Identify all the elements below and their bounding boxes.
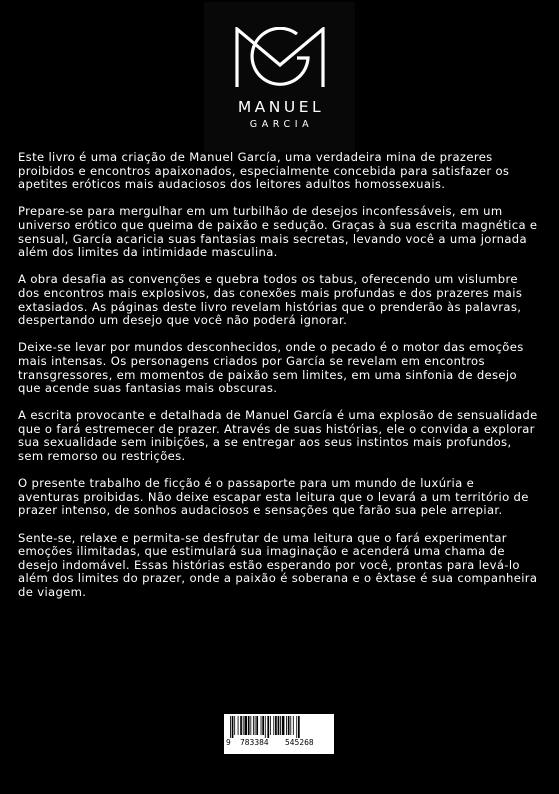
barcode-bar bbox=[232, 716, 234, 738]
barcode-bar bbox=[275, 716, 277, 735]
barcode-bar bbox=[270, 716, 271, 735]
barcode-bar bbox=[240, 716, 242, 735]
barcode-bar bbox=[290, 716, 291, 735]
barcode-left-group: 783384 bbox=[240, 738, 269, 747]
barcode-bar bbox=[255, 716, 256, 735]
blurb-paragraph: Este livro é uma criação de Manuel García, uma verdadeira mina de prazeres proibidos e encontros apaixonados, especialmente concebida para satisfazer os apetites eróticos mais audaciosos dos leitores adultos homossexuais. bbox=[18, 150, 510, 192]
blurb-paragraph: A obra desafia as convenções e quebra todos os tabus, oferecendo um vislumbre dos encontros mais explosivos, das conexões mais profundas e dos prazeres mais extasiados. As páginas deste livro revelam histórias que o prenderão às palavras, despertando um desejo que você não poderá ignorar. bbox=[18, 272, 523, 328]
blurb-paragraph: Deixe-se levar por mundos desconhecidos, onde o pecado é o motor das emoções mais intensas. Os personagens criados por García se revelam em encontros transgressores, em momentos de paixão sem limites, em uma sinfonia de desejo que acende suas fantasias mais obscuras. bbox=[18, 340, 524, 396]
barcode-bar bbox=[238, 716, 239, 735]
barcode-bar bbox=[286, 716, 287, 735]
logo-name: MANUEL bbox=[237, 98, 325, 116]
barcode-bar bbox=[262, 716, 264, 735]
barcode-bar bbox=[234, 716, 235, 735]
barcode-bar bbox=[253, 716, 254, 735]
barcode-bar bbox=[273, 716, 274, 735]
barcode-bar bbox=[282, 716, 285, 735]
blurb-paragraph: A escrita provocante e detalhada de Manuel García é uma explosão de sensualidade que o fará estremecer de prazer. Através de suas histórias, ele o convida a explorar sua sexualidade sem inibições, a se entregar aos seus instintos mais profundos, sem remorso ou restrições. bbox=[18, 408, 538, 464]
barcode-bar bbox=[293, 716, 294, 735]
barcode-bar bbox=[298, 716, 300, 738]
barcode-bar bbox=[244, 716, 247, 735]
barcode-bar bbox=[256, 716, 258, 735]
blurb-paragraph: O presente trabalho de ficção é o passaporte para um mundo de luxúria e aventuras proibidas. Não deixe escapar esta leitura que o levará a um território de prazer intenso, de sonhos audaciosos e sensações que farão sua pele arrepiar. bbox=[18, 476, 529, 518]
barcode-bars bbox=[230, 716, 328, 738]
blurb-paragraph: Sente-se, relaxe e permita-se desfrutar de uma leitura que o fará experimentar emoções ilimitadas, que estimulará sua imaginação e acenderá uma chama de desejo indomável. Essas histórias estão esperando por você, prontas para levá-lo além dos limites do prazer, onde a paixão é soberana e o êxtase é sua companheira de viagem. bbox=[18, 530, 538, 599]
blurb-paragraph: Prepare-se para mergulhar em um turbilhão de desejos inconfessáveis, em um universo erótico que queima de paixão e sedução. Graças à sua escrita magnética e sensual, García acaricia suas fantasias mais secretas, levando você a uma jornada além dos limites da intimidade masculina. bbox=[18, 204, 538, 260]
logo-subtitle: GARCIA bbox=[249, 119, 314, 130]
barcode-bar bbox=[261, 716, 262, 735]
barcode-bar bbox=[267, 716, 269, 738]
blurb-text bbox=[18, 151, 538, 613]
barcode-bar bbox=[250, 716, 251, 735]
barcode-right-group: 545268 bbox=[285, 738, 314, 747]
barcode-bar bbox=[248, 716, 250, 735]
barcode-bar bbox=[280, 716, 281, 735]
barcode-bar bbox=[288, 716, 290, 735]
author-logo bbox=[204, 2, 355, 152]
barcode-bar bbox=[243, 716, 244, 735]
barcode-bar bbox=[296, 716, 297, 738]
isbn-barcode bbox=[224, 714, 334, 754]
barcode-bar bbox=[278, 716, 280, 735]
barcode-first-digit: 9 bbox=[226, 738, 231, 747]
barcode-bar bbox=[230, 716, 231, 738]
barcode-bar bbox=[265, 716, 266, 738]
monogram-mg-icon bbox=[234, 27, 326, 89]
